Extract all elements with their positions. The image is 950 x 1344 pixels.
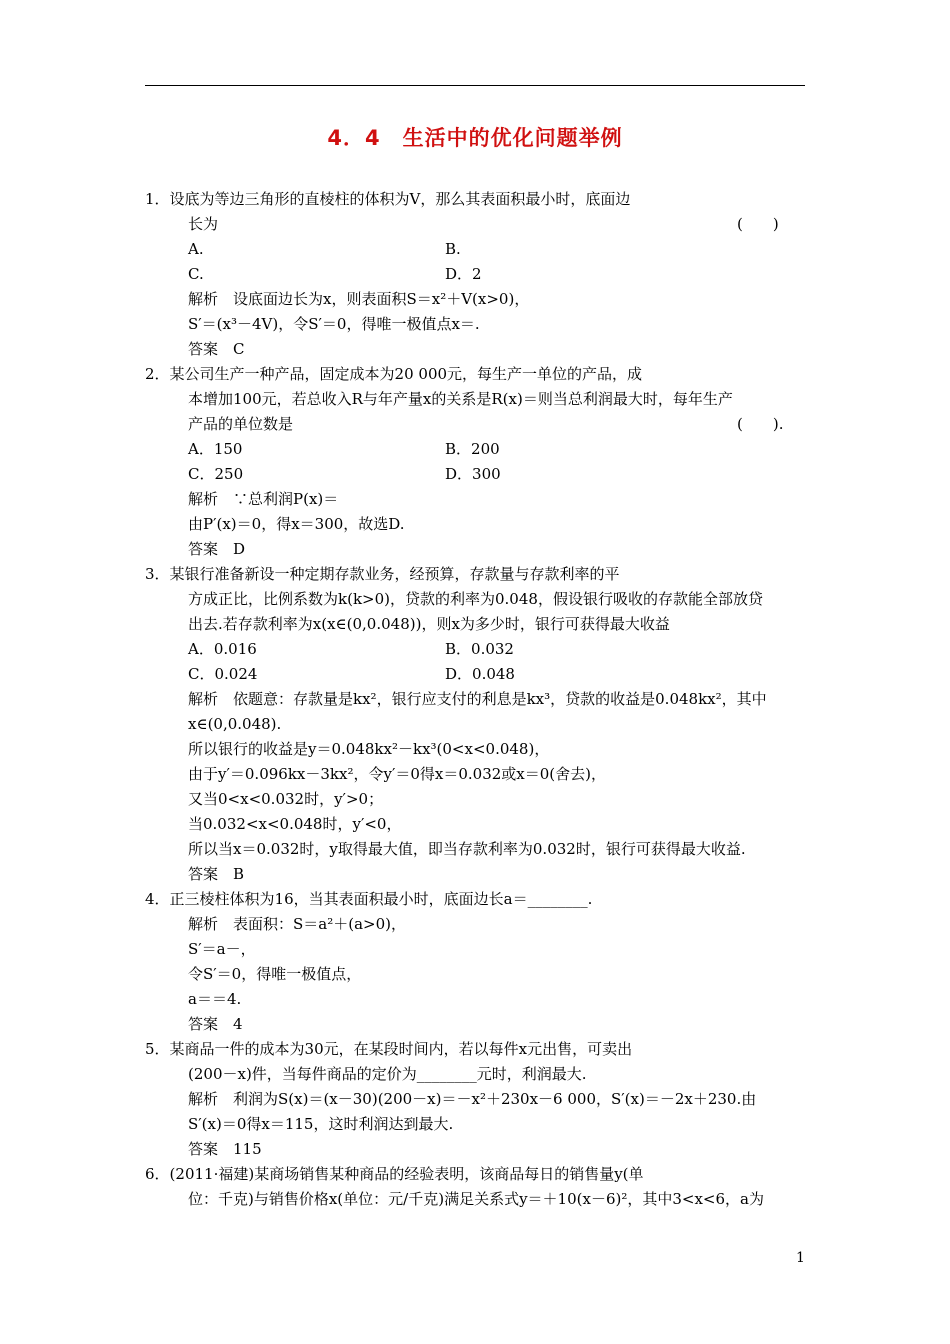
text-line: 答案 B — [188, 865, 245, 883]
text-line: 解析 利润为S(x)＝(x－30)(200－x)＝－x²＋230x－6 000，S′(x)＝－2x＋230.由 — [188, 1090, 757, 1108]
text-line: S′(x)＝0得x＝115，这时利润达到最大. — [188, 1115, 454, 1133]
text-line: B. — [445, 240, 461, 258]
text-line: ( ). — [737, 415, 784, 433]
text-line: 出去.若存款利率为x(x∈(0,0.048))，则x为多少时，银行可获得最大收益 — [188, 615, 670, 633]
text-line: 又当0<x<0.032时，y′>0； — [188, 790, 384, 808]
text-line: 解析 依题意：存款量是kx²，银行应支付的利息是kx³，贷款的收益是0.048kx²，其中 — [188, 690, 767, 708]
text-line: 解析 设底面边长为x，则表面积S＝x²＋V(x>0)， — [188, 290, 530, 308]
text-line: 由于y′＝0.096kx－3kx²，令y′＝0得x＝0.032或x＝0(舍去)， — [188, 765, 607, 783]
question-line: 1．设底为等边三角形的直棱柱的体积为V，那么其表面积最小时，底面边 — [145, 190, 631, 208]
text-line: S′＝a－， — [188, 940, 256, 958]
question-line: 2．某公司生产一种产品，固定成本为20 000元，每生产一单位的产品，成 — [145, 365, 643, 383]
text-line: A．0.016 — [188, 640, 257, 658]
question-line: 4．正三棱柱体积为16，当其表面积最小时，底面边长a＝________. — [145, 890, 593, 908]
text-line: B．200 — [445, 440, 500, 458]
text-line: A．150 — [188, 440, 243, 458]
text-line: 解析 表面积：S＝a²＋(a>0)， — [188, 915, 406, 933]
text-line: 产品的单位数是 — [188, 415, 294, 433]
text-line: D．300 — [445, 465, 501, 483]
text-line: 答案 D — [188, 540, 246, 558]
page-title: 4．4 生活中的优化问题举例 — [327, 126, 623, 150]
text-line: A. — [188, 240, 204, 258]
text-line: x∈(0,0.048). — [188, 715, 282, 733]
text-line: D．2 — [445, 265, 482, 283]
text-line: 答案 115 — [188, 1140, 262, 1158]
header-rule — [145, 85, 805, 86]
page-number: 1 — [796, 1250, 805, 1266]
question-line: 6．(2011·福建)某商场销售某种商品的经验表明，该商品每日的销售量y(单 — [145, 1165, 644, 1183]
text-line: C. — [188, 265, 204, 283]
text-line: 答案 C — [188, 340, 245, 358]
text-line: D．0.048 — [445, 665, 515, 683]
text-line: 由P′(x)＝0，得x＝300，故选D. — [188, 515, 405, 533]
question-line: 3．某银行准备新设一种定期存款业务，经预算，存款量与存款利率的平 — [145, 565, 620, 583]
text-line: 方成正比，比例系数为k(k>0)，贷款的利率为0.048，假设银行吸收的存款能全部放贷 — [188, 590, 763, 608]
text-line: 所以银行的收益是y＝0.048kx²－kx³(0<x<0.048)， — [188, 740, 550, 758]
question-line: 5．某商品一件的成本为30元，在某段时间内，若以每件x元出售，可卖出 — [145, 1040, 633, 1058]
text-line: S′＝(x³－4V)，令S′＝0，得唯一极值点x＝. — [188, 315, 480, 333]
text-line: 长为 — [188, 215, 219, 233]
text-line: 当0.032<x<0.048时，y′<0， — [188, 815, 402, 833]
text-line: 位：千克)与销售价格x(单位：元/千克)满足关系式y＝＋10(x－6)²，其中3<x<6，a为 — [188, 1190, 764, 1208]
text-line: C．250 — [188, 465, 244, 483]
text-line: a＝＝4. — [188, 990, 242, 1008]
text-line: ( ) — [737, 215, 779, 233]
text-line: 本增加100元，若总收入R与年产量x的关系是R(x)＝则当总利润最大时，每年生产 — [188, 390, 733, 408]
text-line: 答案 4 — [188, 1015, 243, 1033]
text-line: 所以当x＝0.032时，y取得最大值，即当存款利率为0.032时，银行可获得最大收益. — [188, 840, 746, 858]
text-line: C．0.024 — [188, 665, 258, 683]
text-line: (200－x)件，当每件商品的定价为________元时，利润最大. — [188, 1065, 587, 1083]
text-line: B．0.032 — [445, 640, 514, 658]
text-line: 解析 ∵总利润P(x)＝ — [188, 490, 339, 508]
text-line: 令S′＝0，得唯一极值点， — [188, 965, 362, 983]
